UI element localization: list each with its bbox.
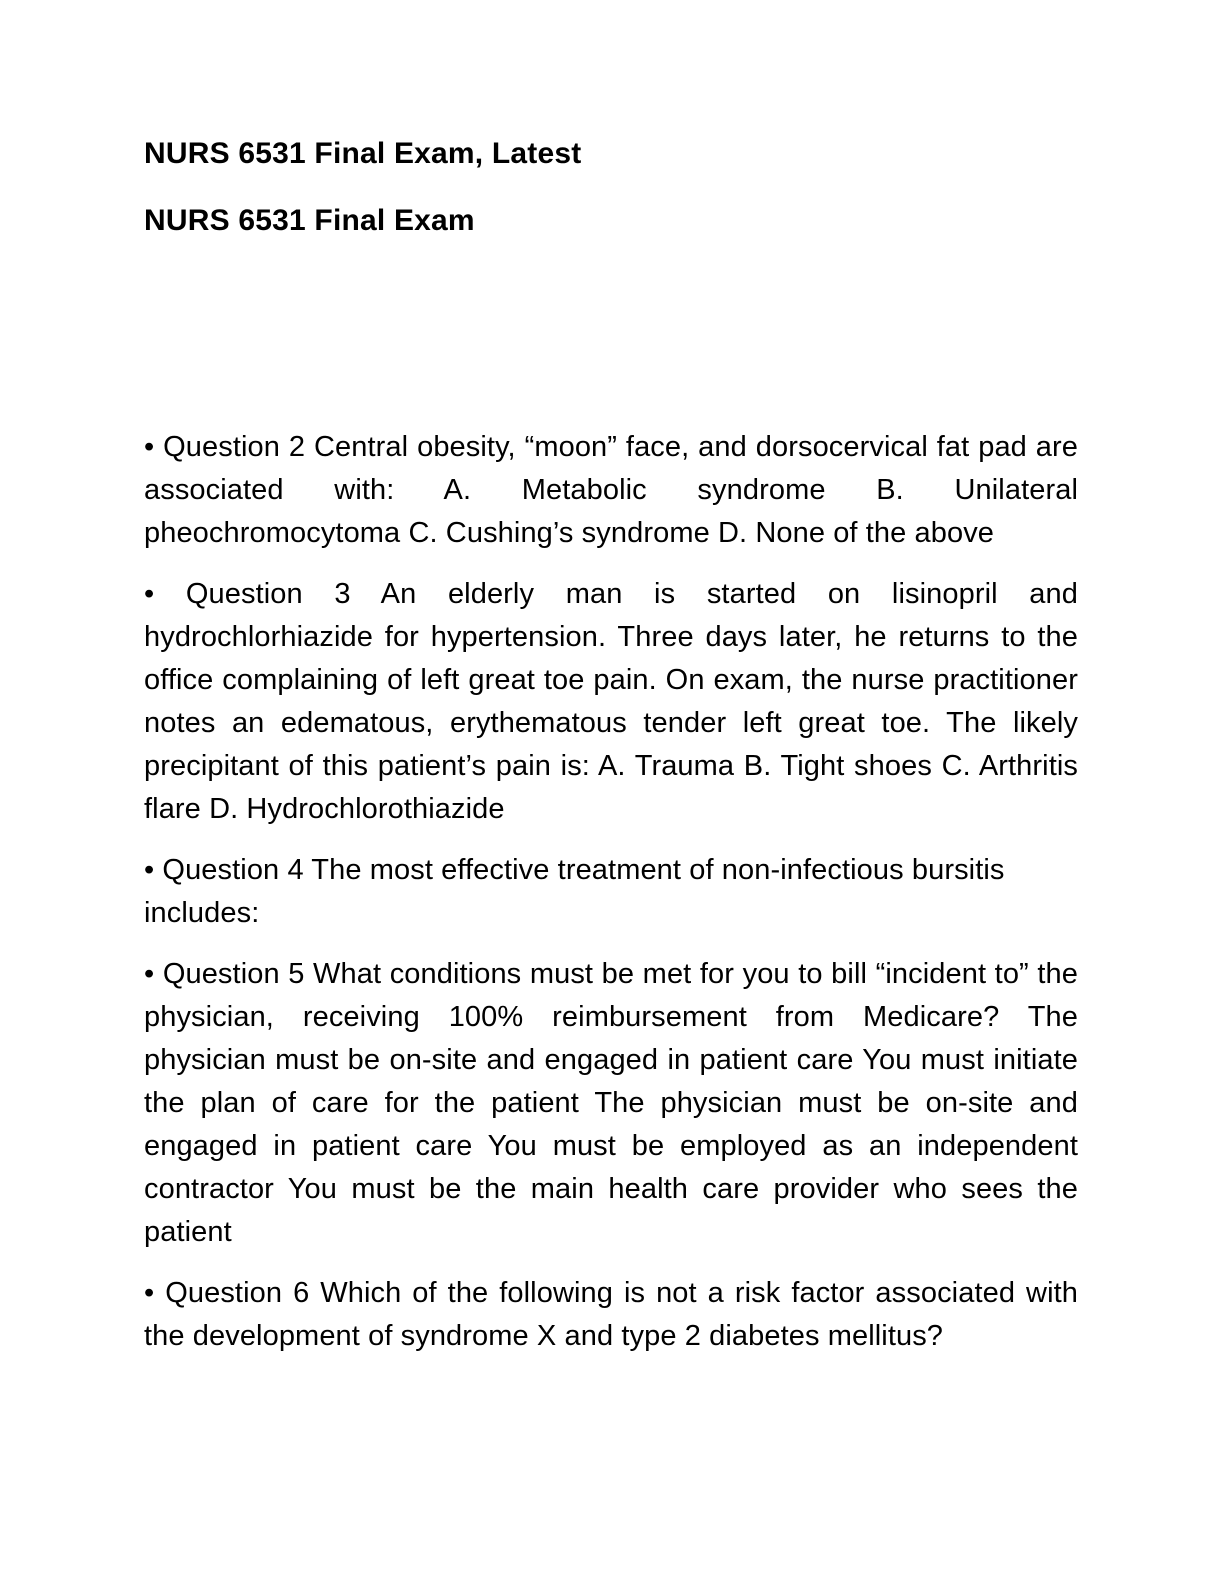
question-6-paragraph: • Question 6 Which of the following is not a risk factor associated with the development of syndrome X and type 2 diabetes mellitus? — [144, 1277, 1078, 1352]
question-5-paragraph: • Question 5 What conditions must be met for you to bill “incident to” the physician, receiving 100% reimbursement from Medicare? The physician must be on-site and engaged in patient care You must initiate the plan of care for the patient The physician must be on-site and engaged in patient care You must be employed as an independent contractor You must be the main health care provider who sees the patient — [144, 958, 1078, 1248]
question-4-paragraph: • Question 4 The most effective treatment of non-infectious bursitis includes: — [144, 854, 1005, 929]
document-title: NURS 6531 Final Exam, Latest — [144, 137, 582, 170]
blank-gap — [144, 270, 1078, 426]
question-3-paragraph: • Question 3 An elderly man is started on lisinopril and hydrochlorhiazide for hypertension. Three days later, he returns to the office complaining of left great toe pain. On exam, the nurse practitioner notes an edematous, erythematous tender left great toe. The likely precipitant of this patient’s pain is: A. Trauma B. Tight shoes C. Arthritis flare D. Hydrochlorothiazide — [144, 578, 1078, 825]
document-subtitle: NURS 6531 Final Exam — [144, 204, 475, 237]
question-2-paragraph: • Question 2 Central obesity, “moon” face, and dorsocervical fat pad are associated with: A. Metabolic syndrome B. Unilateral pheochromocytoma C. Cushing’s syndrome D. None of the above — [144, 431, 1078, 549]
